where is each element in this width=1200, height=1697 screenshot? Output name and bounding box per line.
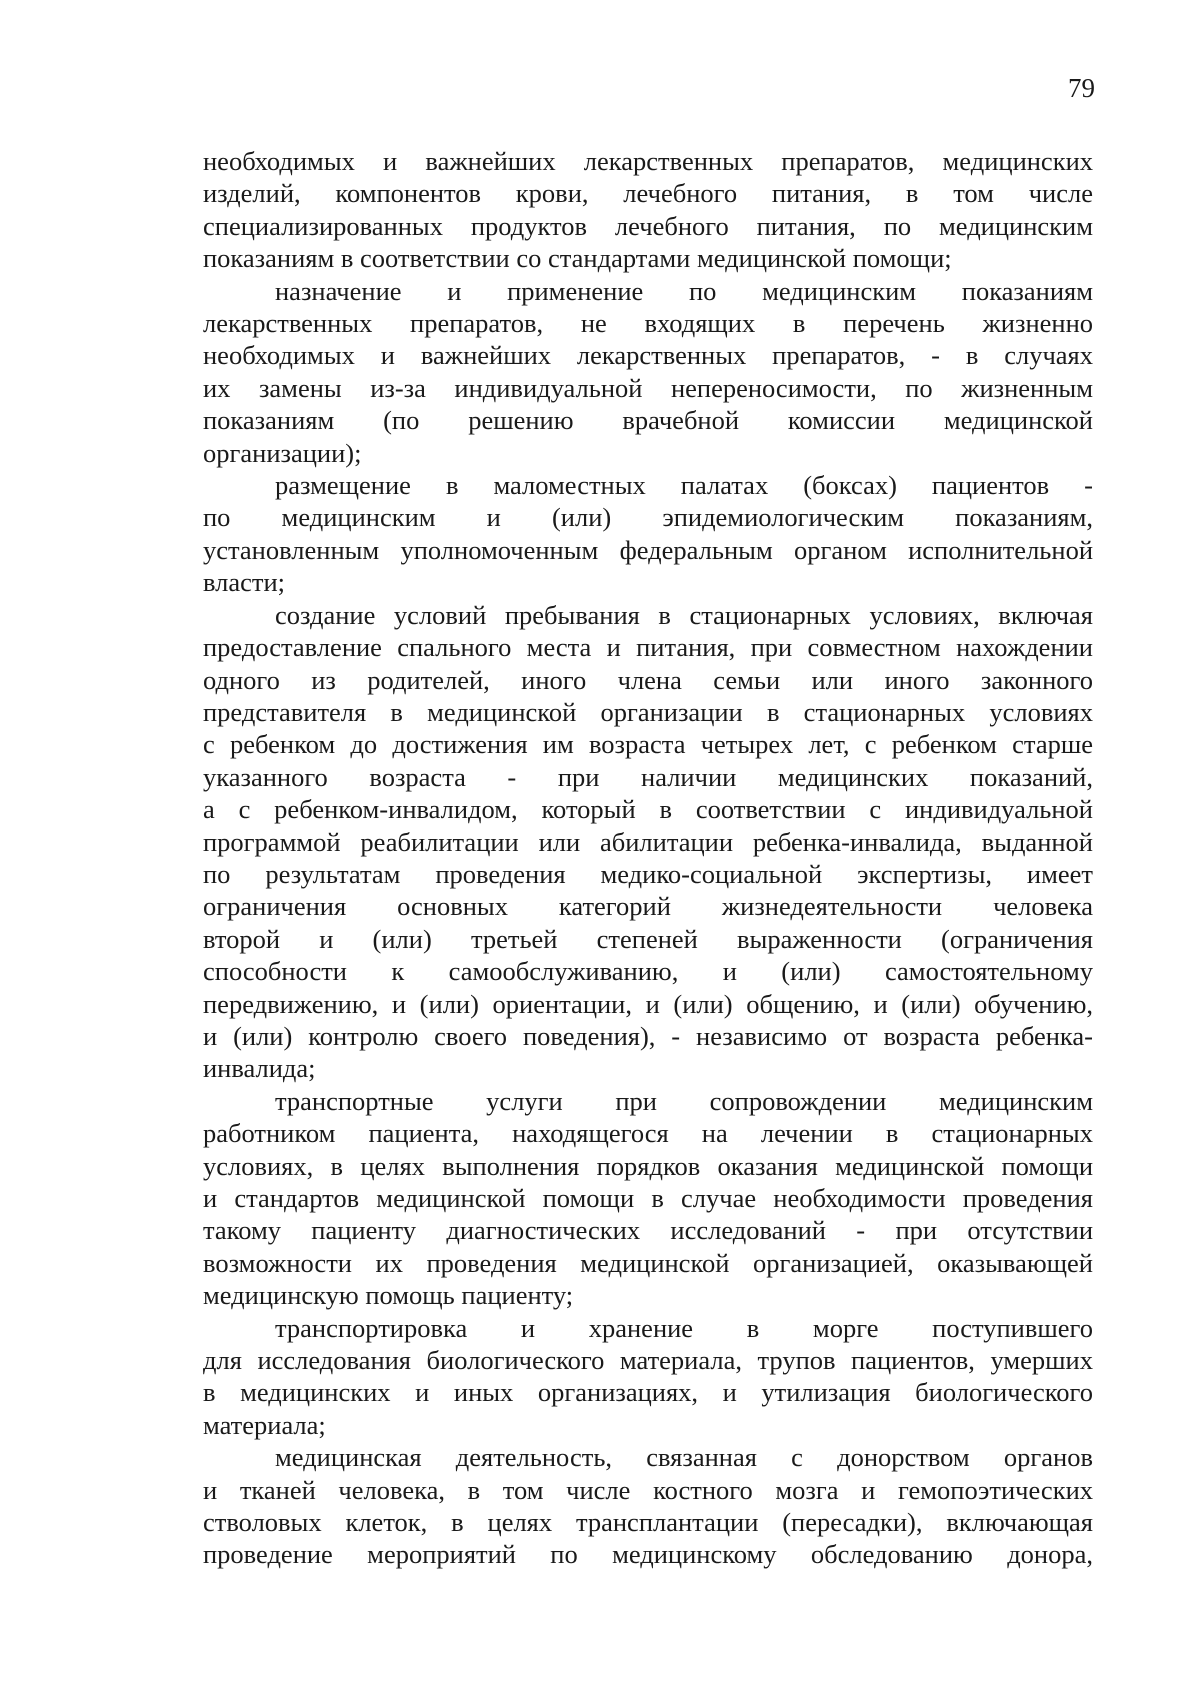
text-line: для исследования биологического материала, трупов пациентов, умерших bbox=[203, 1345, 1093, 1376]
text-line: установленным уполномоченным федеральным органом исполнительной bbox=[203, 534, 1093, 565]
text-line: медицинская деятельность, связанная с донорством органов bbox=[275, 1442, 1093, 1473]
text-line: передвижению, и (или) ориентации, и (или) общению, и (или) обучению, bbox=[203, 988, 1093, 1019]
text-line: указанного возраста - при наличии медицинских показаний, bbox=[203, 761, 1093, 792]
text-line: стволовых клеток, в целях трансплантации (пересадки), включающая bbox=[203, 1507, 1093, 1538]
paragraph bbox=[203, 469, 1093, 599]
text-line: лекарственных препаратов, не входящих в перечень жизненно bbox=[203, 308, 1093, 339]
text-line: работником пациента, находящегося на лечении в стационарных bbox=[203, 1118, 1093, 1149]
text-line: транспортные услуги при сопровождении медицинским bbox=[275, 1085, 1093, 1116]
body-text bbox=[203, 145, 1093, 1571]
text-line: второй и (или) третьей степеней выраженности (ограничения bbox=[203, 923, 1093, 954]
text-line: изделий, компонентов крови, лечебного питания, в том числе bbox=[203, 178, 1093, 209]
text-line: транспортировка и хранение в морге поступившего bbox=[275, 1312, 1093, 1343]
text-line: в медицинских и иных организациях, и утилизация биологического bbox=[203, 1377, 1093, 1408]
text-line: размещение в маломестных палатах (боксах) пациентов - bbox=[275, 470, 1093, 501]
text-line: показаниям в соответствии со стандартами медицинской помощи; bbox=[203, 243, 952, 274]
text-line: материала; bbox=[203, 1409, 326, 1440]
text-line: а с ребенком-инвалидом, который в соответствии с индивидуальной bbox=[203, 794, 1093, 825]
text-line: возможности их проведения медицинской организацией, оказывающей bbox=[203, 1247, 1093, 1278]
text-line: одного из родителей, иного члена семьи или иного законного bbox=[203, 664, 1093, 695]
text-line: назначение и применение по медицинским показаниям bbox=[275, 275, 1093, 306]
text-line: ограничения основных категорий жизнедеятельности человека bbox=[203, 891, 1093, 922]
text-line: показаниям (по решению врачебной комиссии медицинской bbox=[203, 405, 1093, 436]
text-line: проведение мероприятий по медицинскому обследованию донора, bbox=[203, 1539, 1093, 1570]
text-line: предоставление спального места и питания, при совместном нахождении bbox=[203, 632, 1093, 663]
text-line: необходимых и важнейших лекарственных препаратов, медицинских bbox=[203, 146, 1093, 176]
paragraph bbox=[203, 275, 1093, 469]
text-line: и (или) контролю своего поведения), - независимо от возраста ребенка- bbox=[203, 1020, 1093, 1051]
text-line: создание условий пребывания в стационарных условиях, включая bbox=[275, 599, 1093, 630]
text-line: способности к самообслуживанию, и (или) самостоятельному bbox=[203, 956, 1093, 987]
paragraph bbox=[203, 1312, 1093, 1442]
text-line: по медицинским и (или) эпидемиологическим показаниям, bbox=[203, 502, 1093, 533]
text-line: их замены из-за индивидуальной непереносимости, по жизненным bbox=[203, 372, 1093, 403]
text-line: и стандартов медицинской помощи в случае необходимости проведения bbox=[203, 1183, 1093, 1213]
text-line: программой реабилитации или абилитации ребенка-инвалида, выданной bbox=[203, 826, 1093, 857]
text-line: такому пациенту диагностических исследований - при отсутствии bbox=[203, 1215, 1093, 1246]
paragraph bbox=[203, 145, 1093, 275]
text-line: инвалида; bbox=[203, 1053, 316, 1084]
text-line: по результатам проведения медико-социальной экспертизы, имеет bbox=[203, 858, 1093, 889]
text-line: специализированных продуктов лечебного питания, по медицинским bbox=[203, 210, 1093, 241]
paragraph bbox=[203, 1085, 1093, 1312]
text-line: медицинскую помощь пациенту; bbox=[203, 1280, 574, 1311]
text-line: необходимых и важнейших лекарственных препаратов, - в случаях bbox=[203, 340, 1093, 371]
paragraph bbox=[203, 599, 1093, 1085]
text-line: организации); bbox=[203, 437, 362, 468]
text-line: с ребенком до достижения им возраста четырех лет, с ребенком старше bbox=[203, 729, 1093, 760]
text-line: представителя в медицинской организации в стационарных условиях bbox=[203, 696, 1093, 727]
text-line: власти; bbox=[203, 567, 286, 598]
paragraph bbox=[203, 1441, 1093, 1571]
text-line: и тканей человека, в том числе костного мозга и гемопоэтических bbox=[203, 1474, 1093, 1505]
text-line: условиях, в целях выполнения порядков оказания медицинской помощи bbox=[203, 1150, 1093, 1181]
page-number: 79 bbox=[1068, 73, 1095, 103]
